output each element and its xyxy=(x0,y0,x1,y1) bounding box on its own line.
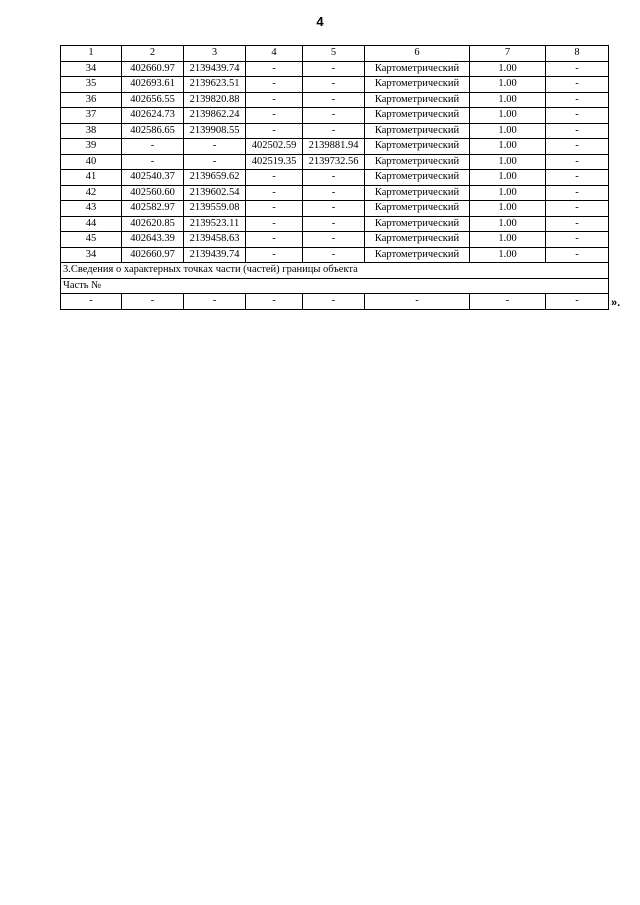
column-header: 2 xyxy=(122,46,184,62)
table-cell: - xyxy=(546,294,609,310)
table-cell: - xyxy=(122,294,184,310)
table-cell: 402660.97 xyxy=(122,61,184,77)
table-cell: Картометрический xyxy=(365,61,470,77)
table-cell: - xyxy=(546,201,609,217)
column-header: 7 xyxy=(470,46,546,62)
table-cell: 1.00 xyxy=(470,92,546,108)
table-cell: 1.00 xyxy=(470,170,546,186)
table-cell: 402560.60 xyxy=(122,185,184,201)
table-cell: - xyxy=(546,123,609,139)
table-cell: - xyxy=(303,294,365,310)
table-cell: 2139439.74 xyxy=(184,61,246,77)
table-cell: 1.00 xyxy=(470,232,546,248)
table-cell: 2139862.24 xyxy=(184,108,246,124)
table-cell: - xyxy=(184,294,246,310)
table-cell: Картометрический xyxy=(365,170,470,186)
table-cell: 2139458.63 xyxy=(184,232,246,248)
table-cell: 1.00 xyxy=(470,247,546,263)
table-cell: 42 xyxy=(61,185,122,201)
table-cell: 402660.97 xyxy=(122,247,184,263)
table-cell: - xyxy=(184,154,246,170)
table-cell: - xyxy=(246,294,303,310)
table-cell: 2139523.11 xyxy=(184,216,246,232)
table-cell: - xyxy=(546,108,609,124)
table-cell: - xyxy=(246,216,303,232)
column-header: 1 xyxy=(61,46,122,62)
page-number: 4 xyxy=(316,14,324,29)
table-cell: - xyxy=(246,77,303,93)
table-row xyxy=(61,201,609,217)
table-cell: - xyxy=(246,92,303,108)
table-row xyxy=(61,170,609,186)
table-cell: 2139908.55 xyxy=(184,123,246,139)
table-cell: - xyxy=(246,185,303,201)
table-cell: 2139732.56 xyxy=(303,154,365,170)
table-cell: - xyxy=(122,139,184,155)
table-cell: 40 xyxy=(61,154,122,170)
table-cell: 1.00 xyxy=(470,108,546,124)
table-cell: - xyxy=(546,232,609,248)
table-header-row xyxy=(61,46,609,62)
table-cell: Картометрический xyxy=(365,185,470,201)
table-cell: - xyxy=(246,170,303,186)
section-title-row xyxy=(61,263,609,279)
table-cell: Картометрический xyxy=(365,154,470,170)
table-cell: 402643.39 xyxy=(122,232,184,248)
table-row xyxy=(61,247,609,263)
table-cell: Картометрический xyxy=(365,232,470,248)
table-cell: - xyxy=(303,61,365,77)
part-label: Часть № xyxy=(61,278,609,294)
table-cell: - xyxy=(303,108,365,124)
table-row xyxy=(61,216,609,232)
table-cell: 402624.73 xyxy=(122,108,184,124)
table-cell: - xyxy=(365,294,470,310)
table-row xyxy=(61,185,609,201)
table-cell: 1.00 xyxy=(470,77,546,93)
table-cell: - xyxy=(546,92,609,108)
table-cell: - xyxy=(303,123,365,139)
table-cell: 2139623.51 xyxy=(184,77,246,93)
table-cell: 402582.97 xyxy=(122,201,184,217)
table-cell: - xyxy=(246,232,303,248)
part-label-row xyxy=(61,278,609,294)
table-cell: Картометрический xyxy=(365,201,470,217)
table-row xyxy=(61,154,609,170)
table-cell: Картометрический xyxy=(365,123,470,139)
table-cell: 34 xyxy=(61,61,122,77)
table-cell: 402519.35 xyxy=(246,154,303,170)
table-cell: - xyxy=(303,216,365,232)
table-cell: 35 xyxy=(61,77,122,93)
table-row xyxy=(61,61,609,77)
closing-quote-mark: ». xyxy=(611,297,621,309)
table-row xyxy=(61,123,609,139)
table-cell: - xyxy=(303,170,365,186)
table-cell: - xyxy=(246,201,303,217)
table-cell: Картометрический xyxy=(365,216,470,232)
table-cell: 39 xyxy=(61,139,122,155)
column-header: 6 xyxy=(365,46,470,62)
table-cell: - xyxy=(470,294,546,310)
table-cell: - xyxy=(303,77,365,93)
table-cell: 402586.65 xyxy=(122,123,184,139)
table-cell: 1.00 xyxy=(470,61,546,77)
column-header: 3 xyxy=(184,46,246,62)
table-cell: - xyxy=(303,232,365,248)
table-cell: - xyxy=(546,61,609,77)
table-cell: 43 xyxy=(61,201,122,217)
table-cell: 402502.59 xyxy=(246,139,303,155)
table-cell: 41 xyxy=(61,170,122,186)
table-cell: - xyxy=(546,170,609,186)
table-cell: - xyxy=(303,185,365,201)
table-cell: - xyxy=(546,139,609,155)
table-cell: 2139439.74 xyxy=(184,247,246,263)
table-cell: - xyxy=(546,216,609,232)
table-cell: 2139602.54 xyxy=(184,185,246,201)
table-cell: 2139820.88 xyxy=(184,92,246,108)
coordinates-table xyxy=(60,45,609,310)
table-cell: 1.00 xyxy=(470,185,546,201)
table-row xyxy=(61,108,609,124)
table-cell: - xyxy=(184,139,246,155)
table-cell: - xyxy=(122,154,184,170)
table-cell: 38 xyxy=(61,123,122,139)
column-header: 5 xyxy=(303,46,365,62)
table-cell: 37 xyxy=(61,108,122,124)
table-cell: 402540.37 xyxy=(122,170,184,186)
table-cell: - xyxy=(303,201,365,217)
table-cell: - xyxy=(246,61,303,77)
table-cell: 402693.61 xyxy=(122,77,184,93)
table-cell: 34 xyxy=(61,247,122,263)
table-cell: 2139881.94 xyxy=(303,139,365,155)
table-cell: 2139659.62 xyxy=(184,170,246,186)
table-cell: - xyxy=(246,108,303,124)
column-header: 4 xyxy=(246,46,303,62)
table-cell: 44 xyxy=(61,216,122,232)
table-cell: - xyxy=(303,247,365,263)
table-cell: Картометрический xyxy=(365,92,470,108)
table-row xyxy=(61,139,609,155)
table-row xyxy=(61,92,609,108)
section-title: 3.Сведения о характерных точках части (частей) границы объекта xyxy=(61,263,609,279)
table-cell: 402620.85 xyxy=(122,216,184,232)
table-cell: 1.00 xyxy=(470,154,546,170)
table-cell: 2139559.08 xyxy=(184,201,246,217)
table-cell: 1.00 xyxy=(470,201,546,217)
table-cell: - xyxy=(61,294,122,310)
table-cell: - xyxy=(546,185,609,201)
table-cell: Картометрический xyxy=(365,77,470,93)
table-cell: 45 xyxy=(61,232,122,248)
table-row xyxy=(61,77,609,93)
table-cell: - xyxy=(546,154,609,170)
table-cell: - xyxy=(303,92,365,108)
table-cell: - xyxy=(246,123,303,139)
table-cell: 36 xyxy=(61,92,122,108)
table-cell: 1.00 xyxy=(470,139,546,155)
table-row xyxy=(61,232,609,248)
table-cell: Картометрический xyxy=(365,247,470,263)
column-header: 8 xyxy=(546,46,609,62)
table-cell: 402656.55 xyxy=(122,92,184,108)
table-cell: - xyxy=(546,247,609,263)
table-cell: Картометрический xyxy=(365,139,470,155)
table-cell: Картометрический xyxy=(365,108,470,124)
table-cell: 1.00 xyxy=(470,216,546,232)
table-cell: - xyxy=(546,77,609,93)
table-cell: 1.00 xyxy=(470,123,546,139)
empty-part-row xyxy=(61,294,609,310)
table-cell: - xyxy=(246,247,303,263)
